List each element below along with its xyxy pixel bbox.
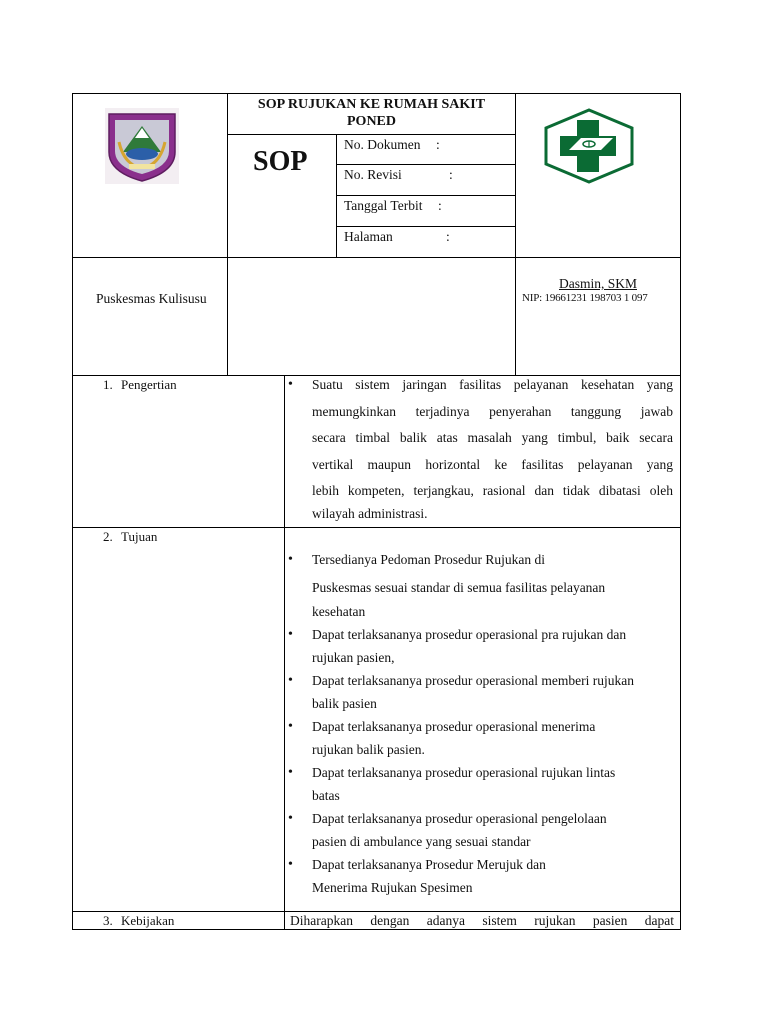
field-no-dokumen-label: No. Dokumen <box>344 137 421 152</box>
field-no-dokumen-sep: : <box>436 137 440 152</box>
pengertian-bullet: • <box>288 377 293 392</box>
tujuan-item-6-line-1: • Dapat terlaksananya prosedur operasional pengelolaan <box>312 811 607 826</box>
puskesmas-cross-icon <box>543 108 635 184</box>
title-bottom-line <box>227 134 515 135</box>
field-no-revisi-sep: : <box>449 167 453 182</box>
tujuan-item-3-line-1: • Dapat terlaksananya prosedur operasional memberi rujukan <box>312 673 635 688</box>
tujuan-item-6-line-2: pasien di ambulance yang sesuai standar <box>312 834 531 849</box>
header-divider-left <box>227 93 228 375</box>
meta-line-2 <box>336 195 515 196</box>
pengertian-line-3: secara timbal balik atas masalah yang timbul, baik secara <box>312 430 673 445</box>
table-border-top <box>72 93 681 94</box>
tujuan-item-3-line-2: balik pasien <box>312 696 377 711</box>
tujuan-item-1-line-1: • Tersedianya Pedoman Prosedur Rujukan di <box>312 552 546 567</box>
field-halaman-sep: : <box>446 229 450 244</box>
kebijakan-text: Diharapkan dengan adanya sistem rujukan pasien dapat <box>290 913 674 928</box>
tujuan-item-1-line-2: Puskesmas sesuai standar di semua fasilitas pelayanan <box>312 580 606 595</box>
field-tanggal-terbit-sep: : <box>438 198 442 213</box>
title-line-1: SOP RUJUKAN KE RUMAH SAKIT <box>257 97 486 112</box>
field-no-revisi-label: No. Revisi <box>344 167 402 182</box>
tujuan-item-2-line-1: • Dapat terlaksananya prosedur operasional pra rujukan dan <box>312 627 627 642</box>
field-halaman-label: Halaman <box>344 229 393 244</box>
meta-line-3 <box>336 226 515 227</box>
title-line-2: PONED <box>347 114 396 129</box>
tujuan-item-7-line-2: Menerima Rujukan Spesimen <box>312 880 473 895</box>
section-2-title: Tujuan <box>121 529 158 544</box>
document-title <box>228 96 515 130</box>
tujuan-item-7 <box>286 852 678 898</box>
body-column-divider <box>284 375 285 930</box>
district-crest-logo <box>105 108 179 184</box>
pengertian-line-2: memungkinkan terjadinya penyerahan tanggung jawab <box>312 403 673 419</box>
tujuan-item-5-line-2: batas <box>312 788 340 803</box>
tujuan-item-5 <box>286 760 678 806</box>
tujuan-item-5-line-1: • Dapat terlaksananya prosedur operasional rujukan lintas <box>312 765 616 780</box>
tujuan-item-4 <box>286 714 678 760</box>
meta-line-1 <box>336 164 515 165</box>
section-3-number: 3. <box>103 913 113 928</box>
field-tanggal-terbit-label: Tanggal Terbit <box>344 198 423 213</box>
tujuan-item-2-line-2: rujukan pasien, <box>312 650 395 665</box>
section-1-title: Pengertian <box>121 377 177 392</box>
tujuan-item-1 <box>286 546 678 622</box>
sop-label: SOP <box>253 146 308 177</box>
pengertian-line-6: wilayah administrasi. <box>312 505 428 521</box>
tujuan-item-4-line-2: rujukan balik pasien. <box>312 742 425 757</box>
district-crest-icon <box>105 108 179 184</box>
tujuan-item-4-line-1: • Dapat terlaksananya prosedur operasional menerima <box>312 719 596 734</box>
puskesmas-cross-logo <box>543 108 635 184</box>
table-border-right <box>680 93 681 930</box>
signer-name: Dasmin, SKM <box>558 276 637 291</box>
table-border-left <box>72 93 73 930</box>
tujuan-item-3 <box>286 668 678 714</box>
organization-name: Puskesmas Kulisusu <box>96 291 207 306</box>
section-3-title: Kebijakan <box>121 913 175 928</box>
tujuan-item-1-line-3: kesehatan <box>312 604 366 619</box>
pengertian-text <box>312 372 673 523</box>
signer-nip: NIP: 19661231 198703 1 097 <box>522 292 648 304</box>
header-row-line <box>72 257 681 258</box>
table-border-bottom <box>72 929 681 930</box>
tujuan-item-6 <box>286 806 678 852</box>
pengertian-line-1: Suatu sistem jaringan fasilitas pelayanan kesehatan yang <box>312 377 673 392</box>
row-line-1 <box>72 527 681 528</box>
section-2-number: 2. <box>103 529 113 544</box>
header-divider-right <box>515 93 516 375</box>
section-1-number: 1. <box>103 377 113 392</box>
pengertian-line-5: lebih kompeten, terjangkau, rasional dan tidak dibatasi oleh <box>312 483 673 498</box>
tujuan-item-7-line-1: • Dapat terlaksananya Prosedur Merujuk dan <box>312 857 546 872</box>
tujuan-item-2 <box>286 622 678 668</box>
pengertian-line-4: vertikal maupun horizontal ke fasilitas pelayanan yang <box>312 456 673 472</box>
tujuan-list <box>286 546 678 898</box>
